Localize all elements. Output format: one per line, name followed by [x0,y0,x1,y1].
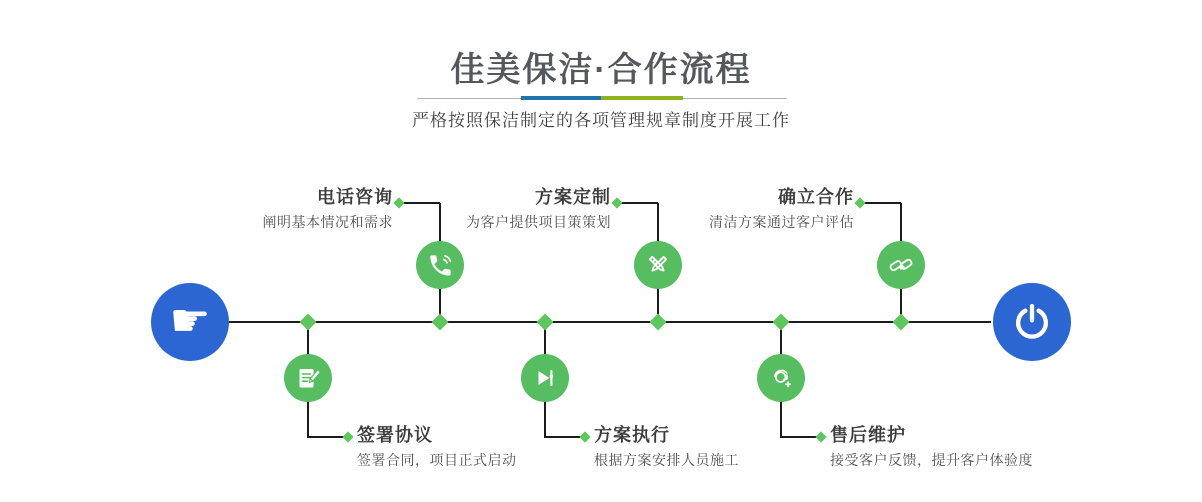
label-diamond [579,431,590,442]
page-title: 佳美保洁·合作流程 [450,51,752,89]
step-title: 方案执行 [594,425,670,445]
step-desc: 清洁方案通过客户评估 [709,214,854,230]
connector-line [399,202,440,204]
label-diamond [393,197,404,208]
connector-line [617,202,658,204]
play-slider-icon [521,354,569,402]
step-title: 确立合作 [778,187,854,207]
timeline-node-diamond [773,314,790,331]
timeline-end-node [993,283,1071,361]
timeline-node-diamond [300,314,317,331]
step-desc: 阐明基本情况和需求 [262,214,393,230]
timeline-main-line [229,321,991,323]
connector-line [860,202,901,204]
step-title: 售后维护 [830,425,906,445]
page-subtitle: 严格按照保洁制定的各项管理规章制度开展工作 [412,111,790,130]
pointing-hand-icon: ☛ [169,293,211,347]
headset-plus-icon [757,354,805,402]
timeline-node-diamond [432,314,449,331]
title-divider-blue-segment [521,96,601,100]
label-diamond [342,431,353,442]
power-icon [1012,302,1052,342]
step-desc: 接受客户反馈，提升客户体验度 [830,452,1033,468]
timeline-node-diamond [893,314,910,331]
timeline-node-diamond [650,314,667,331]
step-title: 签署协议 [357,425,433,445]
title-divider-green-segment [601,96,683,100]
document-sign-icon [284,354,332,402]
phone-icon [416,241,464,289]
step-desc: 签署合同，项目正式启动 [357,452,517,468]
pencil-ruler-icon [634,241,682,289]
step-title: 电话咨询 [317,187,393,207]
label-diamond [854,197,865,208]
label-diamond [815,431,826,442]
step-desc: 根据方案安排人员施工 [594,452,739,468]
step-title: 方案定制 [535,187,611,207]
handshake-icon [877,241,925,289]
timeline-node-diamond [537,314,554,331]
step-desc: 为客户提供项目策策划 [466,214,611,230]
timeline-start-node [151,283,229,361]
label-diamond [611,197,622,208]
